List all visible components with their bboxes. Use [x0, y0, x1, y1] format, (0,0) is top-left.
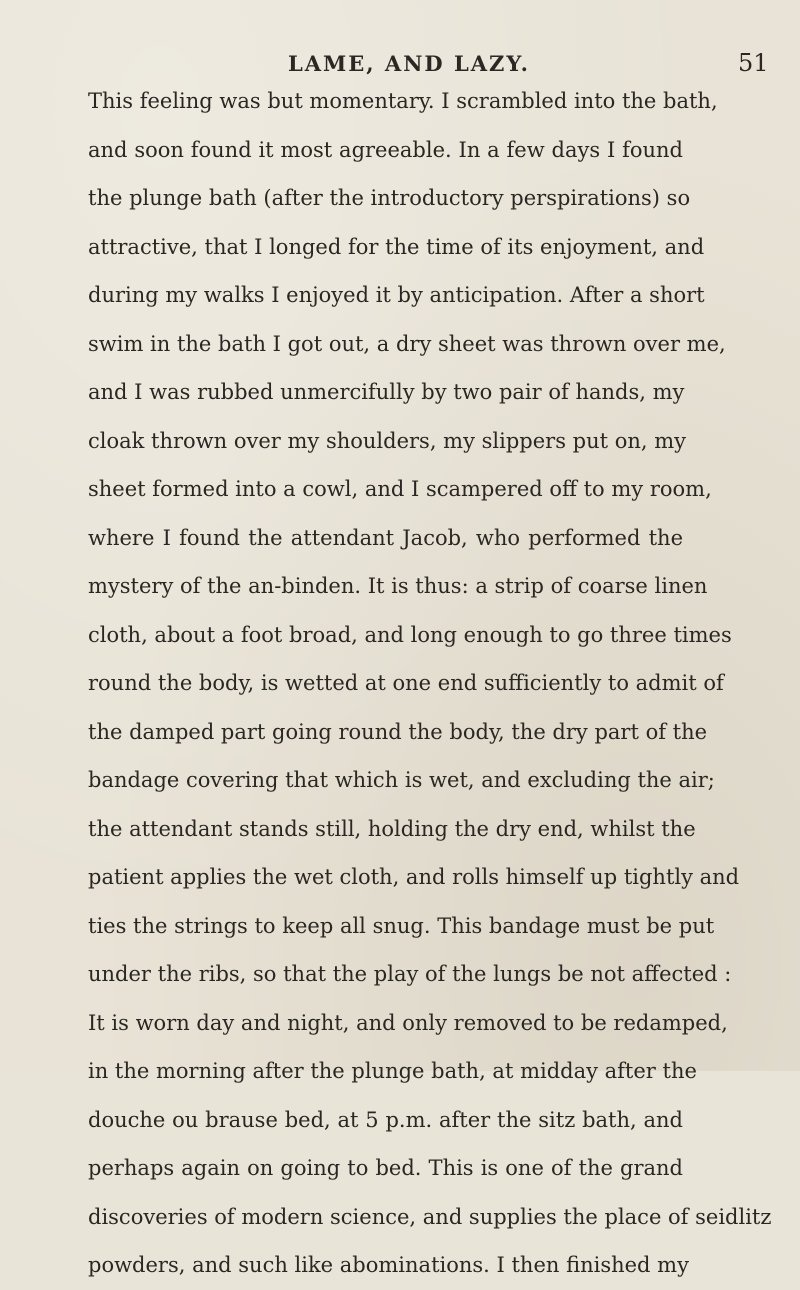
- text-line: attractive, that I longed for the time of its enjoyment, and: [88, 234, 705, 259]
- text-line: the attendant stands still, holding the dry end, whilst the: [88, 816, 696, 841]
- text-line: discoveries of modern science, and supplies the place of seidlitz: [88, 1204, 772, 1229]
- text-line: swim in the bath I got out, a dry sheet was thrown over me,: [88, 331, 726, 356]
- text-line: ties the strings to keep all snug. This bandage must be put: [88, 913, 715, 938]
- text-line: the damped part going round the body, the dry part of the: [88, 719, 708, 744]
- text-line: and I was rubbed unmercifully by two pair of hands, my: [88, 380, 685, 404]
- text-line: sheet formed into a cowl, and I scampered off to my room,: [88, 477, 712, 501]
- text-line: powders, and such like abominations. I then finished my: [88, 1253, 689, 1277]
- text-line: bandage covering that which is wet, and excluding the air;: [88, 768, 715, 792]
- text-line: under the ribs, so that the play of the lungs be not affected :: [88, 962, 732, 986]
- running-head-title: LAME, AND LAZY.: [288, 51, 530, 76]
- page-number: 51: [738, 49, 769, 77]
- text-line: the plunge bath (after the introductory perspirations) so: [88, 186, 691, 210]
- text-line: douche ou brause bed, at 5 p.m. after the sitz bath, and: [88, 1107, 683, 1132]
- text-line: perhaps again on going to bed. This is one of the grand: [88, 1156, 683, 1180]
- text-line: cloak thrown over my shoulders, my slippers put on, my: [88, 428, 687, 453]
- text-line: round the body, is wetted at one end sufficiently to admit of: [88, 671, 724, 695]
- text-line: where I found the attendant Jacob, who performed the: [88, 525, 683, 550]
- text-line: patient applies the wet cloth, and rolls himself up tightly and: [88, 865, 740, 889]
- text-line: This feeling was but momentary. I scrambled into the bath,: [88, 89, 718, 113]
- text-line: It is worn day and night, and only removed to be redamped,: [88, 1010, 728, 1035]
- text-line: in the morning after the plunge bath, at midday after the: [88, 1059, 697, 1083]
- text-line: during my walks I enjoyed it by anticipation. After a short: [88, 283, 705, 307]
- body-text: [88, 77, 772, 1290]
- text-line: and soon found it most agreeable. In a few days I found: [88, 137, 683, 162]
- text-line: mystery of the an-binden. It is thus: a strip of coarse linen: [88, 574, 708, 598]
- text-line: cloth, about a foot broad, and long enough to go three times: [88, 622, 732, 647]
